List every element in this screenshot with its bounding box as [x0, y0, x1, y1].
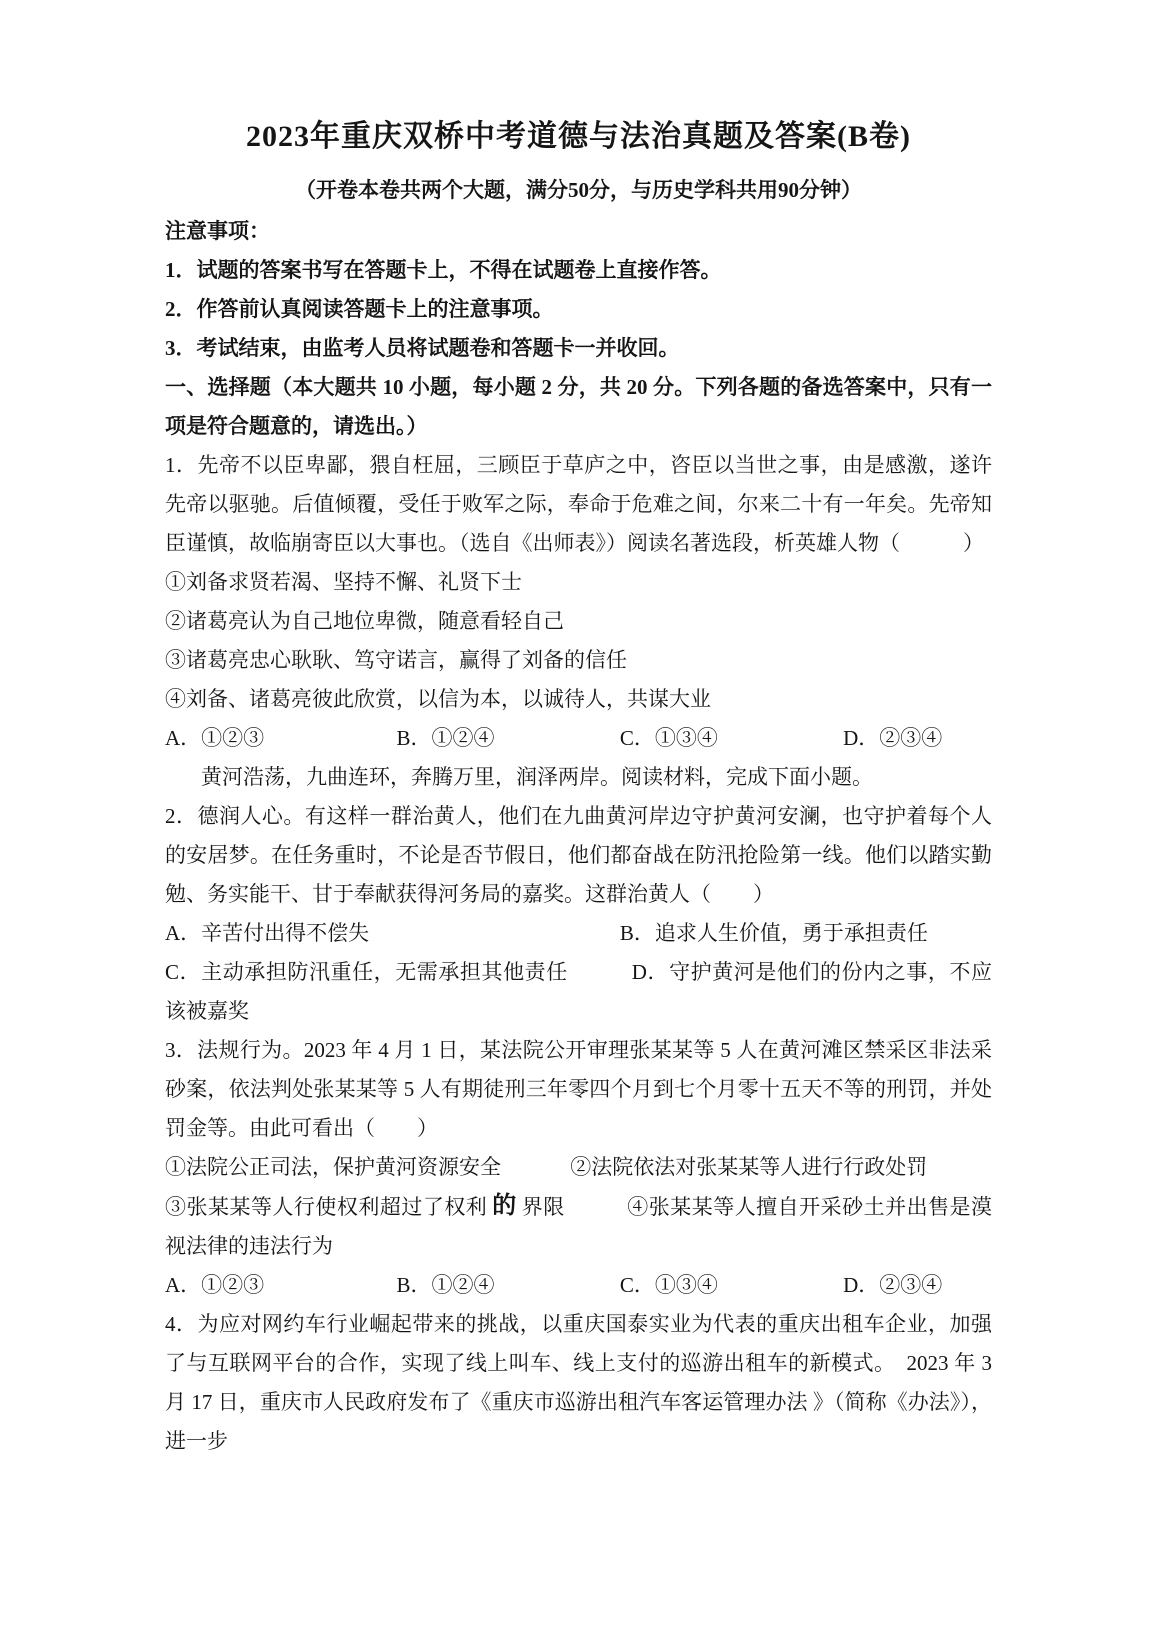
- question-3-choice-c: C．①③④: [619, 1273, 718, 1297]
- question-2-choices-cd: [165, 953, 992, 1031]
- notice-header: 注意事项：: [165, 219, 270, 243]
- question-3-choice-a: A．①②③: [165, 1273, 265, 1297]
- question-1-stem: 1．先帝不以臣卑鄙，猥自枉屈，三顾臣于草庐之中，咨臣以当世之事，由是感激，遂许先帝以驱驰。后值倾覆，受任于败军之际，奉命于危难之间，尔来二十有一年矣。先帝知臣谨慎，故临崩寄臣以大事也。（选自《出师表》）阅读名著选段，析英雄人物（ ）: [165, 453, 992, 555]
- question-1-item-4: ④刘备、诸葛亮彼此欣赏，以信为本，以诚待人，共谋大业: [165, 687, 711, 711]
- section-1-header: 一、选择题（本大题共 10 小题，每小题 2 分，共 20 分。下列各题的备选答案中，只有一项是符合题意的，请选出。）: [165, 375, 992, 438]
- question-3-choice-b: B．①②④: [396, 1273, 495, 1297]
- question-4-stem: 4．为应对网约车行业崛起带来的挑战，以重庆国泰实业为代表的重庆出租车企业，加强了与互联网平台的合作，实现了线上叫车、线上支付的巡游出租车的新模式。 2023 年 3 月 17 日，重庆市人民政府发布了《重庆市巡游出租汽车客运管理办法 》（简称《办法》），进一步: [165, 1312, 992, 1453]
- question-3-item-3-post: 界限: [521, 1195, 565, 1219]
- question-3-item-1: ①法院公正司法，保护黄河资源安全: [165, 1155, 501, 1179]
- question-1-item-1: ①刘备求贤若渴、坚持不懈、礼贤下士: [165, 570, 522, 594]
- spacer: [565, 1213, 627, 1214]
- question-2-choice-a: A．辛苦付出得不偿失: [165, 921, 370, 945]
- question-1-choice-d: D．②③④: [843, 726, 943, 750]
- exam-subtitle: （开卷本卷共两个大题，满分50分，与历史学科共用90分钟）: [295, 178, 862, 202]
- question-3-items-34: [165, 1187, 992, 1266]
- question-2-choice-c: C．主动承担防汛重任，无需承担其他责任: [165, 960, 568, 984]
- question-1-choice-c: C．①③④: [619, 726, 718, 750]
- material-intro: 黄河浩荡，九曲连环，奔腾万里，润泽两岸。阅读材料，完成下面小题。: [201, 765, 873, 789]
- question-1-item-2: ②诸葛亮认为自己地位卑微，随意看轻自己: [165, 609, 564, 633]
- exam-body: [165, 212, 992, 1461]
- question-3-choices-row: [165, 1266, 992, 1305]
- question-3-stem: 3．法规行为。2023 年 4 月 1 日，某法院公开审理张某某等 5 人在黄河滩区禁采区非法采砂案，依法判处张某某等 5 人有期徒刑三年零四个月到七个月零十五天不等的刑罚，并处罚金等。由此可看出（ ）: [165, 1038, 992, 1140]
- spacer: [568, 978, 632, 979]
- question-2-choices-ab: [165, 914, 992, 953]
- question-3-choice-d: D．②③④: [843, 1273, 943, 1297]
- question-2-choice-d: D．守护黄河是他们的份内之事，不应该被嘉奖: [165, 960, 992, 1023]
- question-1-choice-b: B．①②④: [396, 726, 495, 750]
- page-title: 2023年重庆双桥中考道德与法治真题及答案(B卷): [246, 120, 911, 153]
- question-2-choice-b: B．追求人生价值，勇于承担责任: [619, 921, 928, 945]
- question-3-item-4: ④张某某等人擅自开采砂土并出售是漠视法律的违法行为: [165, 1195, 993, 1258]
- question-3-item-3-emphasized-char: 的: [492, 1192, 517, 1219]
- notice-item-3: 3．考试结束，由监考人员将试题卷和答题卡一并收回。: [165, 336, 680, 360]
- notice-item-2: 2．作答前认真阅读答题卡上的注意事项。: [165, 297, 554, 321]
- notice-item-1: 1．试题的答案书写在答题卡上，不得在试题卷上直接作答。: [165, 258, 722, 282]
- question-1-choices-row: [165, 719, 992, 758]
- question-1-item-3: ③诸葛亮忠心耿耿、笃守诺言，赢得了刘备的信任: [165, 648, 627, 672]
- question-3-items-12: [165, 1148, 992, 1187]
- question-3-item-3-pre: ③张某某等人行使权利超过了权利: [165, 1195, 488, 1219]
- question-2-stem: 2．德润人心。有这样一群治黄人，他们在九曲黄河岸边守护黄河安澜，也守护着每个人的安居梦。在任务重时，不论是否节假日，他们都奋战在防汛抢险第一线。他们以踏实勤勉、务实能干、甘于奉献获得河务局的嘉奖。这群治黄人（ ）: [165, 804, 992, 906]
- question-1-choice-a: A．①②③: [165, 726, 265, 750]
- question-3-item-2: ②法院依法对张某某等人进行行政处罚: [570, 1155, 928, 1179]
